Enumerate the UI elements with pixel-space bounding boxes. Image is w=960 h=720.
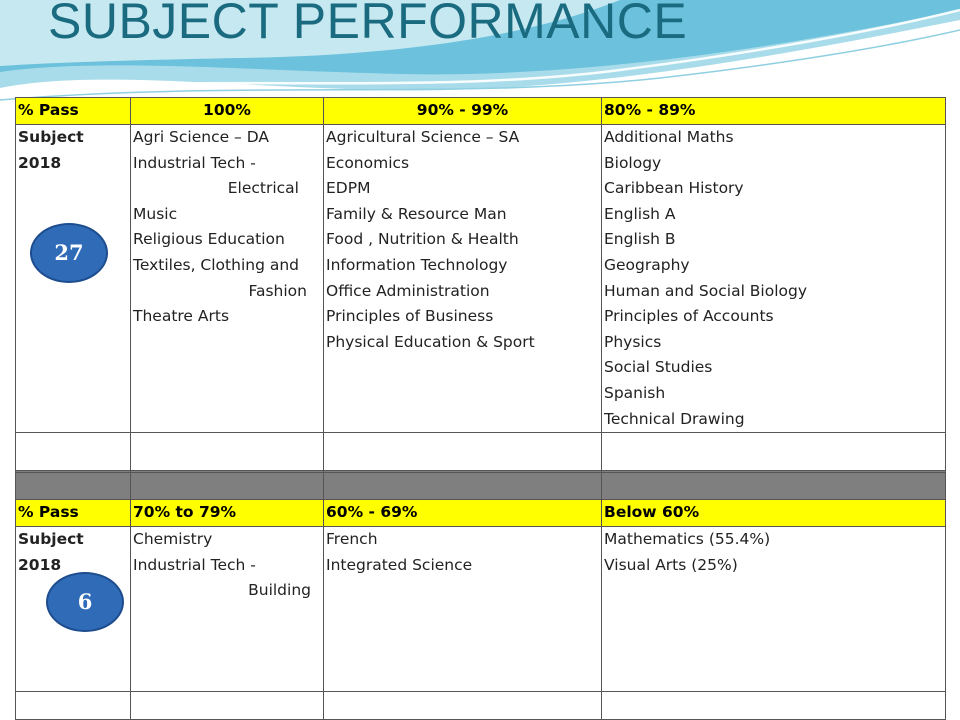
col-100-subjects [131,125,324,433]
list-item: English B [604,230,676,249]
list-item: Additional Maths [604,128,734,146]
header-pass: % Pass [16,98,131,125]
col-70-79-subjects [131,527,324,692]
empty-row [16,692,946,720]
list-item: Biology [604,153,662,172]
row-label-subject: Subject [18,530,84,548]
list-item: Electrical [227,179,299,198]
list-item: Chemistry [133,530,213,548]
separator-row [16,473,946,500]
list-item: Industrial Tech - [133,153,256,172]
empty-cell [602,692,946,720]
list-item: EDPM [326,179,371,198]
list-item: Visual Arts (25%) [604,555,738,574]
row-label-year: 2018 [18,153,62,172]
list-item: English A [604,204,676,223]
list-item: Information Technology [326,255,508,274]
empty-cell [324,692,602,720]
list-item: Principles of Business [326,307,494,326]
header-below-60: Below 60% [602,500,946,527]
header-row [16,98,946,125]
list-item: Industrial Tech - [133,555,256,574]
list-item: Theatre Arts [133,307,230,326]
list-item: Agricultural Science – SA [326,128,520,146]
subject-row [16,125,946,433]
separator-cell [16,473,131,500]
list-item: Religious Education [133,230,285,249]
empty-cell [131,433,324,471]
header-80-89: 80% - 89% [602,98,946,125]
list-item: Mathematics (55.4%) [604,530,771,548]
list-item: Music [133,204,178,223]
header-pass: % Pass [16,500,131,527]
list-item: Human and Social Biology [604,281,808,300]
list-item: Physics [604,332,662,351]
header-row [16,500,946,527]
subject-row [16,527,946,692]
separator-cell [602,473,946,500]
empty-cell [602,433,946,471]
performance-table-top [15,97,946,496]
performance-table-bottom [15,472,946,720]
empty-cell [16,433,131,471]
list-item: Fashion [248,281,307,300]
row-label-subject: Subject [18,128,84,146]
empty-cell [324,433,602,471]
header-60-69: 60% - 69% [324,500,602,527]
list-item: Integrated Science [326,555,473,574]
list-item: Principles of Accounts [604,307,774,326]
page-title: SUBJECT PERFORMANCE [48,0,688,49]
list-item: Geography [604,255,690,274]
list-item: Textiles, Clothing and [133,255,299,274]
col-90-99-subjects [324,125,602,433]
list-item: Technical Drawing [604,409,745,428]
list-item: Spanish [604,383,666,402]
row-label-year: 2018 [18,555,62,574]
separator-cell [131,473,324,500]
separator-cell [324,473,602,500]
empty-cell [16,692,131,720]
col-80-89-subjects [602,125,946,433]
count-badge: 6 [46,572,124,632]
list-item: Caribbean History [604,179,744,198]
list-item: Building [248,581,311,600]
list-item: Social Studies [604,358,713,377]
empty-cell [131,692,324,720]
count-badge: 27 [30,223,108,283]
header-70-79: 70% to 79% [131,500,324,527]
row-label [16,125,131,433]
list-item: Physical Education & Sport [326,332,535,351]
empty-row [16,433,946,471]
col-below-60-subjects [602,527,946,692]
list-item: French [326,530,378,548]
list-item: Food , Nutrition & Health [326,230,519,249]
list-item: Economics [326,153,410,172]
list-item: Agri Science – DA [133,128,270,146]
list-item: Office Administration [326,281,490,300]
row-label [16,527,131,692]
header-100: 100% [131,98,324,125]
col-60-69-subjects [324,527,602,692]
header-90-99: 90% - 99% [324,98,602,125]
list-item: Family & Resource Man [326,204,507,223]
